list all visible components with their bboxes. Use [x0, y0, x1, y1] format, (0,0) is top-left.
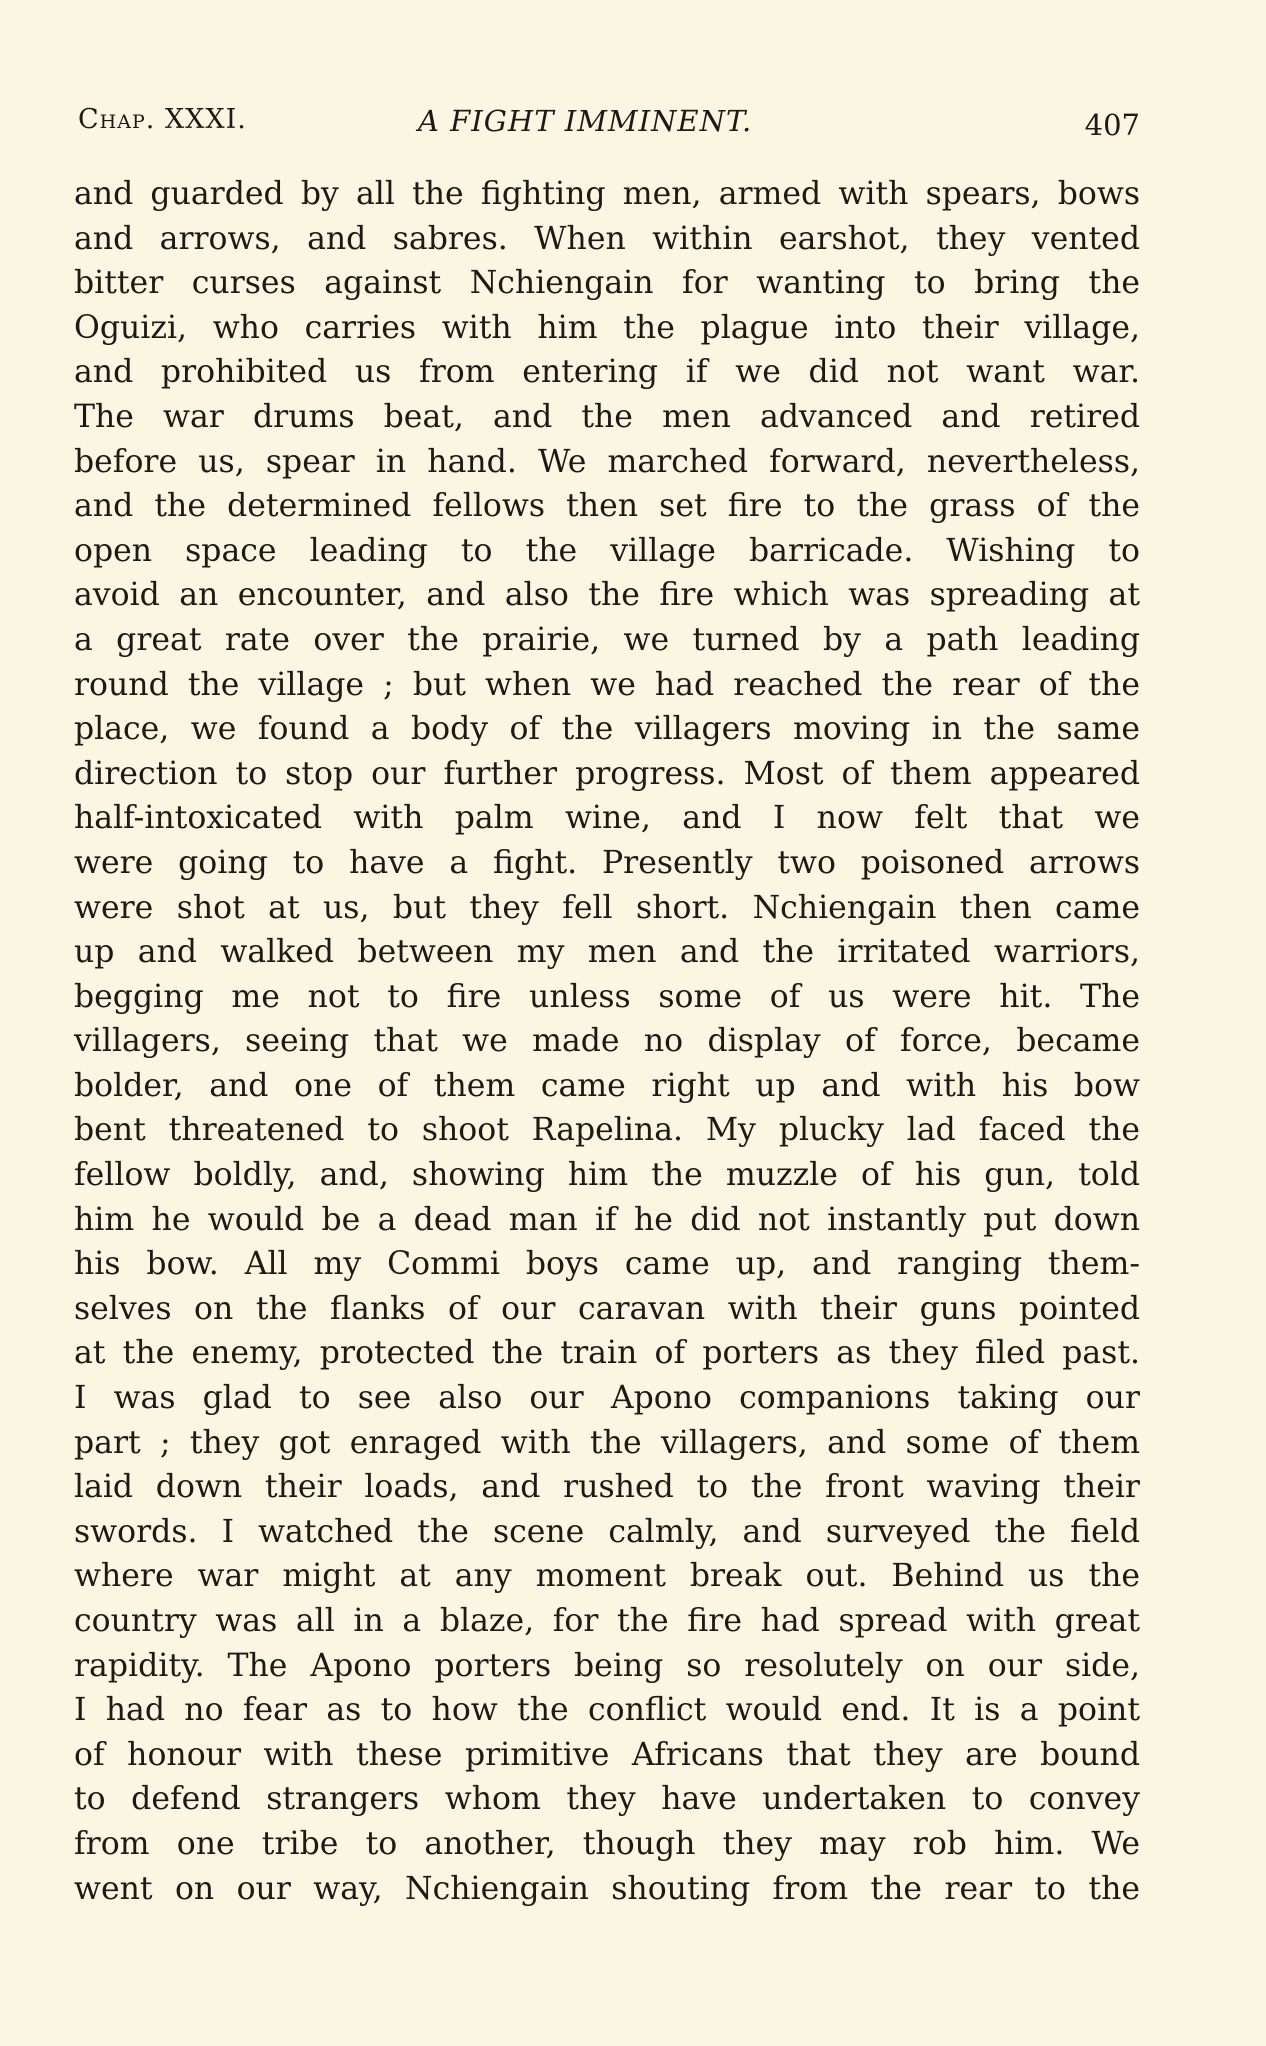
text-line: from one tribe to another, though they may rob him. We: [74, 1825, 1140, 1862]
running-title: A FIGHT IMMINENT.: [418, 104, 753, 138]
text-line: rapidity. The Apono porters being so resolutely on our side,: [74, 1647, 1140, 1684]
text-line: to defend strangers whom they have undertaken to convey: [74, 1781, 1140, 1818]
text-line: and arrows, and sabres. When within earshot, they vented: [74, 220, 1140, 257]
text-line: before us, spear in hand. We marched forward, nevertheless,: [74, 443, 1140, 480]
text-line: and the determined fellows then set fire to the grass of the: [74, 488, 1140, 525]
text-line: I was glad to see also our Apono companions taking our: [74, 1380, 1140, 1417]
text-line: bitter curses against Nchiengain for wanting to bring the: [74, 265, 1140, 302]
text-line: were going to have a fight. Presently two poisoned arrows: [74, 844, 1140, 881]
text-line: round the village ; but when we had reached the rear of the: [74, 666, 1140, 703]
text-line: of honour with these primitive Africans that they are bound: [74, 1736, 1140, 1773]
text-line: at the enemy, protected the train of porters as they filed past.: [74, 1335, 1140, 1372]
text-line: bent threatened to shoot Rapelina. My plucky lad faced the: [74, 1112, 1140, 1149]
text-line: part ; they got enraged with the villagers, and some of them: [74, 1424, 1140, 1461]
text-line: I had no fear as to how the conflict would end. It is a point: [74, 1692, 1140, 1729]
text-line: a great rate over the prairie, we turned by a path leading: [74, 621, 1140, 658]
text-line: went on our way, Nchiengain shouting from the rear to the: [74, 1870, 1140, 1907]
page-number: 407: [1084, 108, 1140, 142]
text-line: villagers, seeing that we made no display of force, became: [74, 1023, 1140, 1060]
text-line: him he would be a dead man if he did not instantly put down: [74, 1201, 1140, 1238]
text-line: The war drums beat, and the men advanced and retired: [74, 398, 1140, 435]
text-line: country was all in a blaze, for the fire had spread with great: [74, 1603, 1140, 1639]
text-line: avoid an encounter, and also the fire which was spreading at: [74, 577, 1140, 614]
running-head: [78, 104, 1140, 144]
text-line: were shot at us, but they fell short. Nchiengain then came: [74, 889, 1140, 926]
text-line: half-intoxicated with palm wine, and I now felt that we: [74, 800, 1140, 837]
text-line: Oguizi, who carries with him the plague into their village,: [74, 309, 1140, 346]
text-line: selves on the flanks of our caravan with their guns pointed: [74, 1290, 1140, 1327]
text-line: bolder, and one of them came right up and with his bow: [74, 1067, 1140, 1104]
text-line: and prohibited us from entering if we did not want war.: [74, 354, 1140, 391]
text-line: swords. I watched the scene calmly, and surveyed the field: [74, 1513, 1140, 1550]
text-line: and guarded by all the fighting men, armed with spears, bows: [74, 176, 1140, 212]
text-line: up and walked between my men and the irritated warriors,: [74, 934, 1140, 971]
text-line: his bow. All my Commi boys came up, and ranging them-: [74, 1246, 1140, 1283]
text-line: begging me not to fire unless some of us were hit. The: [74, 978, 1140, 1015]
text-line: laid down their loads, and rushed to the front waving their: [74, 1469, 1140, 1506]
text-line: open space leading to the village barricade. Wishing to: [74, 532, 1140, 569]
text-line: where war might at any moment break out. Behind us the: [74, 1558, 1140, 1595]
text-line: direction to stop our further progress. Most of them appeared: [74, 755, 1140, 792]
chapter-label: Chap. XXXI.: [78, 104, 247, 135]
text-line: fellow boldly, and, showing him the muzzle of his gun, told: [74, 1157, 1140, 1194]
body-text: [74, 172, 1140, 1911]
text-line: place, we found a body of the villagers moving in the same: [74, 711, 1140, 748]
